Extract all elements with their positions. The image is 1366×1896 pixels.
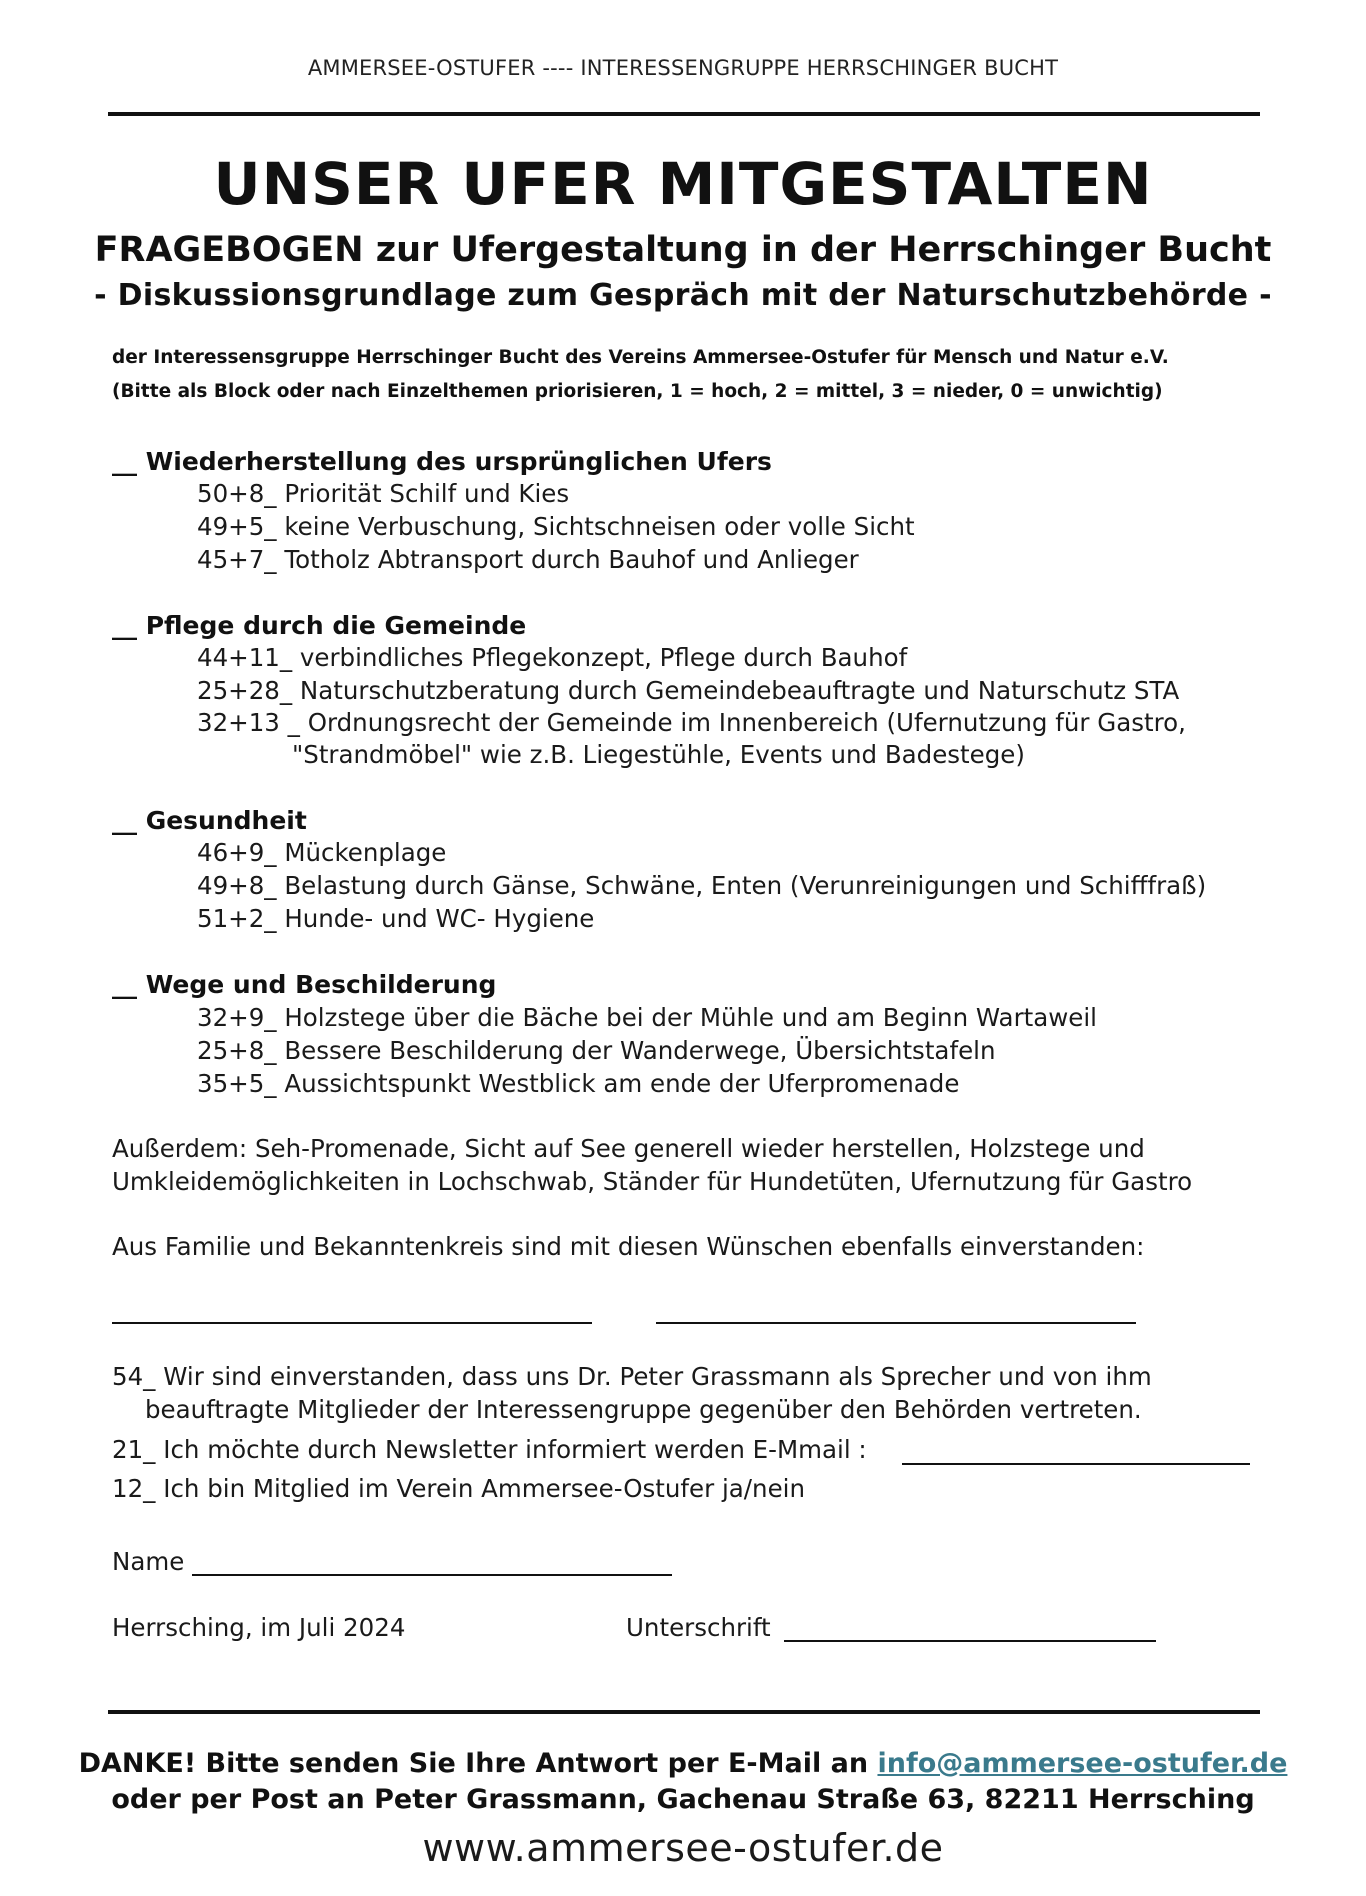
family-signature-line-2[interactable] <box>656 1322 1136 1324</box>
footer-line-2: oder per Post an Peter Grassmann, Gachenau Straße 63, 82211 Herrsching <box>111 1784 1255 1815</box>
page-title: UNSER UFER MITGESTALTEN <box>213 150 1153 218</box>
list-item: 35+5_ Aussichtspunkt Westblick am ende der Uferpromenade <box>197 1069 960 1098</box>
list-item-continuation: "Strandmöbel" wie z.B. Liegestühle, Events und Badestege) <box>292 740 1025 769</box>
subtitle: FRAGEBOGEN zur Ufergestaltung in der Herrschinger Bucht <box>94 230 1272 270</box>
intro-line-2: (Bitte als Block oder nach Einzelthemen priorisieren, 1 = hoch, 2 = mittel, 3 = nieder, 0 = unwichtig) <box>112 381 1163 402</box>
footer-line-1-text: DANKE! Bitte senden Sie Ihre Antwort per E-Mail an <box>78 1748 878 1779</box>
place-date: Herrsching, im Juli 2024 <box>112 1613 406 1642</box>
list-item: 44+11_ verbindliches Pflegekonzept, Pflege durch Bauhof <box>197 643 908 672</box>
consent-line-1: 54_ Wir sind einverstanden, dass uns Dr. Peter Grassmann als Sprecher und von ihm <box>112 1362 1152 1391</box>
list-item: 46+9_ Mückenplage <box>197 838 447 867</box>
list-item: 25+8_ Bessere Beschilderung der Wanderwege, Übersichtstafeln <box>197 1036 996 1065</box>
section-heading-wege: __ Wege und Beschilderung <box>112 970 497 999</box>
familie-text: Aus Familie und Bekanntenkreis sind mit diesen Wünschen ebenfalls einverstanden: <box>112 1232 1145 1261</box>
list-item: 32+13 _ Ordnungsrecht der Gemeinde im Innenbereich (Ufernutzung für Gastro, <box>197 708 1186 737</box>
consent-line-2: beauftragte Mitglieder der Interessengruppe gegenüber den Behörden vertreten. <box>145 1395 1142 1424</box>
ausserdem-line-2: Umkleidemöglichkeiten in Lochschwab, Ständer für Hundetüten, Ufernutzung für Gastro <box>112 1167 1193 1196</box>
family-signature-line-1[interactable] <box>112 1322 592 1324</box>
newsletter-text: 21_ Ich möchte durch Newsletter informiert werden E-Mmail : <box>112 1435 867 1464</box>
section-heading-pflege: __ Pflege durch die Gemeinde <box>112 611 527 640</box>
signature-label: Unterschrift <box>626 1613 771 1642</box>
subtitle-discussion: - Diskussionsgrundlage zum Gespräch mit der Naturschutzbehörde - <box>94 278 1272 313</box>
list-item: 32+9_ Holzstege über die Bäche bei der Mühle und am Beginn Wartaweil <box>197 1003 1097 1032</box>
website-text: www.ammersee-ostufer.de <box>422 1826 944 1870</box>
intro-line-1: der Interessensgruppe Herrschinger Bucht des Vereins Ammersee-Ostufer für Mensch und Natur e.V. <box>112 347 1169 368</box>
member-text: 12_ Ich bin Mitglied im Verein Ammersee-Ostufer ja/nein <box>112 1474 805 1503</box>
list-item: 45+7_ Totholz Abtransport durch Bauhof und Anlieger <box>197 545 859 574</box>
section-heading-ufer: __ Wiederherstellung des ursprünglichen Ufers <box>112 447 772 476</box>
ausserdem-line-1: Außerdem: Seh-Promenade, Sicht auf See generell wieder herstellen, Holzstege und <box>112 1134 1145 1163</box>
footer-line-1 <box>0 1748 1366 1779</box>
bottom-rule <box>108 1710 1260 1714</box>
top-rule <box>108 112 1260 116</box>
email-field[interactable] <box>902 1463 1250 1465</box>
signature-field[interactable] <box>784 1640 1156 1642</box>
email-link[interactable]: info@ammersee-ostufer.de <box>877 1748 1288 1779</box>
list-item: 25+28_ Naturschutzberatung durch Gemeindebeauftragte und Naturschutz STA <box>197 676 1180 705</box>
section-heading-gesundheit: __ Gesundheit <box>112 806 307 835</box>
list-item: 51+2_ Hunde- und WC- Hygiene <box>197 904 595 933</box>
list-item: 49+5_ keine Verbuschung, Sichtschneisen oder volle Sicht <box>197 512 915 541</box>
list-item: 50+8_ Priorität Schilf und Kies <box>197 479 570 508</box>
name-field[interactable] <box>192 1574 672 1576</box>
header-text: AMMERSEE-OSTUFER ---- INTERESSENGRUPPE HERRSCHINGER BUCHT <box>307 56 1059 80</box>
list-item: 49+8_ Belastung durch Gänse, Schwäne, Enten (Verunreinigungen und Schifffraß) <box>197 871 1207 900</box>
name-label: Name <box>112 1547 185 1576</box>
